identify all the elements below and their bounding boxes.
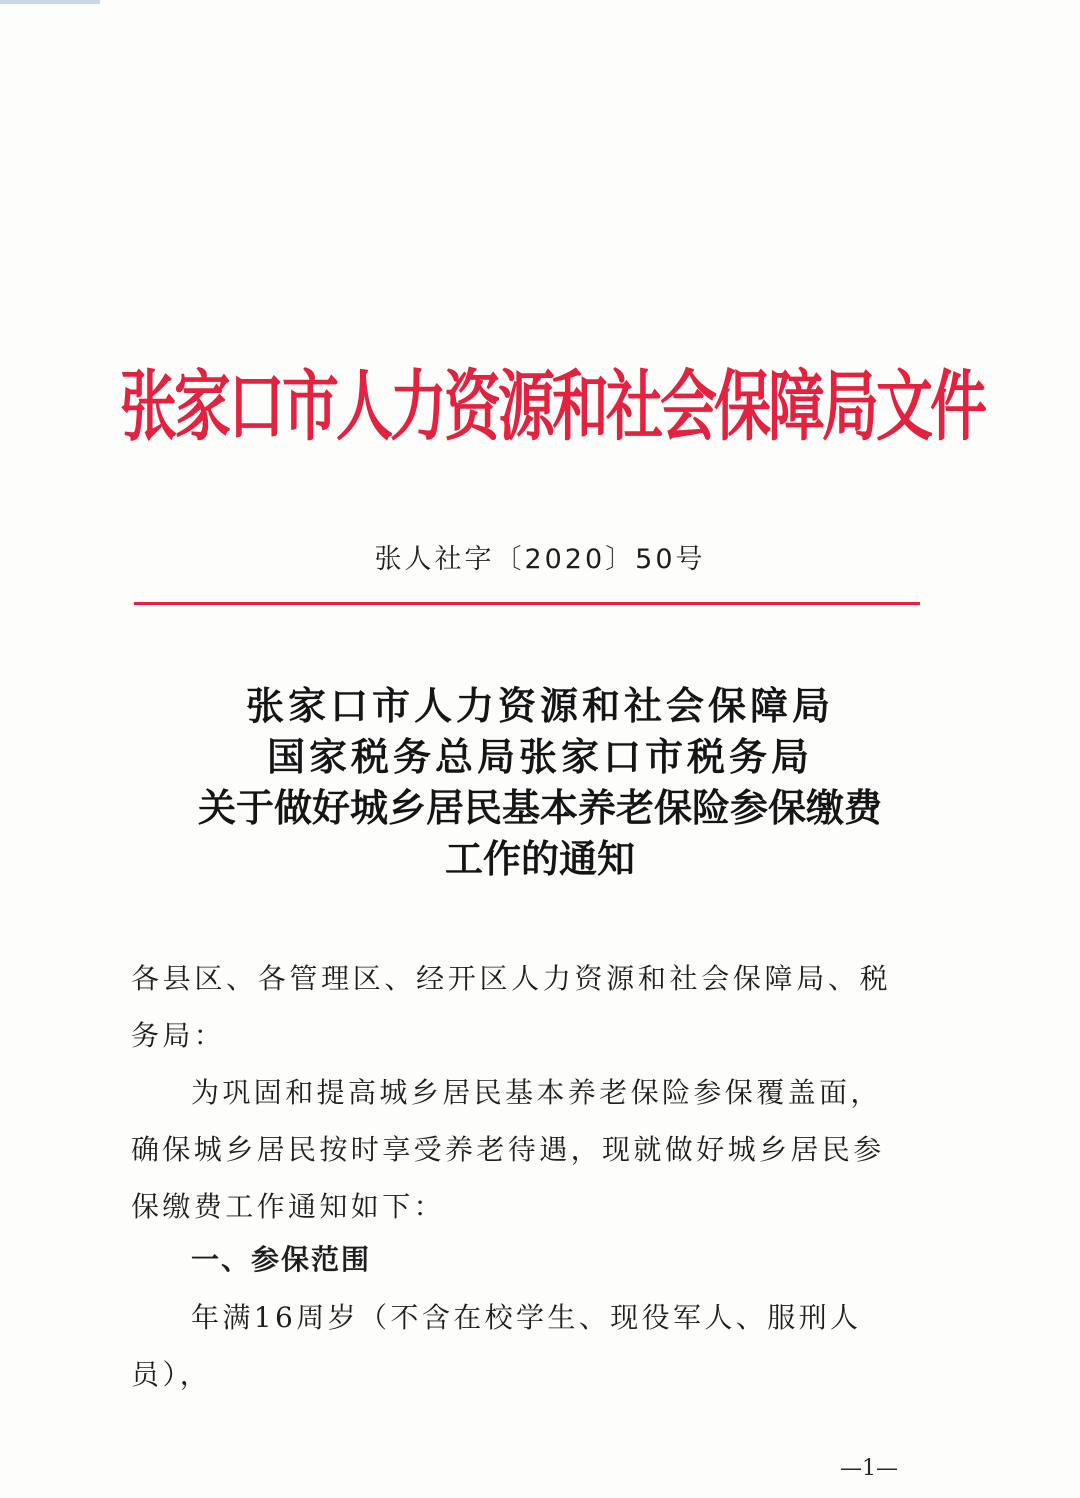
scan-edge-mark bbox=[0, 0, 100, 4]
document-number: 张人社字〔2020〕50号 bbox=[374, 544, 706, 575]
issuer-header-title: 张家口市人力资源和社会保障局文件 bbox=[120, 362, 984, 452]
intro-paragraph: 为巩固和提高城乡居民基本养老保险参保覆盖面，确保城乡居民按时享受养老待遇，现就做好城乡居民参保缴费工作通知如下： bbox=[131, 1076, 885, 1223]
title-line: 工作的通知 bbox=[444, 836, 635, 881]
salutation: 各县区、各管理区、经开区人力资源和社会保障局、税务局： bbox=[131, 962, 891, 1052]
title-line: 关于做好城乡居民基本养老保险参保缴费 bbox=[197, 785, 882, 830]
section-heading: 一、参保范围 bbox=[191, 1243, 372, 1276]
page-number: —1— bbox=[840, 1456, 898, 1481]
red-divider-line bbox=[134, 602, 920, 605]
notice-body bbox=[131, 950, 891, 1403]
notice-title bbox=[0, 680, 1080, 884]
title-line: 国家税务总局张家口市税务局 bbox=[266, 734, 813, 779]
section-paragraph: 年满16周岁（不含在校学生、现役军人、服刑人员）， bbox=[131, 1301, 862, 1391]
title-line: 张家口市人力资源和社会保障局 bbox=[245, 683, 834, 728]
